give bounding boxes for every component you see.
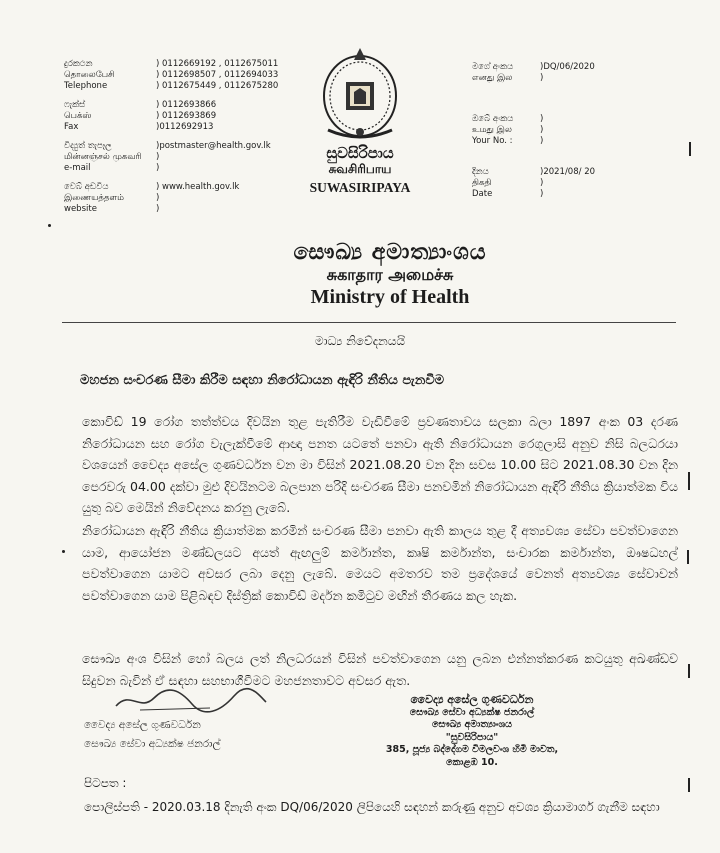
stamp-line: කොළඹ 10.	[446, 756, 498, 768]
emblem-text-tamil: சுவசிரிபாய	[328, 162, 392, 176]
ministry-sinhala: සෞඛ්‍ය අමාත්‍යාංශය	[293, 240, 487, 265]
stamp-line: 385, පූජ්‍ය බද්දේගම විමලවංශ හිමි මාවත,	[385, 744, 559, 755]
phone-label-en: Telephone	[64, 81, 108, 91]
paragraph: සෞඛ්‍ය අංශ විසින් හෝ බලය ලත් නිලධරයන් විසින් පවත්වාගෙන යනු ලබන එන්නත්කරණ කටයුතු අඛණ්ඩව සිදුවන බැවින් ඒ සඳහා සහභාගීවීමට මහජනතාවට අවසර ඇත.	[82, 651, 678, 688]
email-value: )	[156, 163, 160, 173]
copy-text: පොලිස්පති - 2020.03.18 දිනැති අංක DQ/06/2020 ලිපියෙහි සඳහන් කරුණු අනුව අවශ්‍ය ක්‍රියාමාර්ග ගැනීම සඳහා	[84, 800, 660, 814]
phone-label-si: දුරකථන	[64, 59, 93, 69]
document-type: මාධ්‍ය නිවේදනයයි	[314, 334, 406, 348]
ministry-title	[230, 240, 550, 309]
ministry-english: Ministry of Health	[310, 286, 470, 308]
paragraph: නිරෝධායන ඇඳිරි නීතිය ක්‍රියාත්මක කරමින් සංචරණ සීමා පනවා ඇති කාලය තුළ දී අත්‍යවශ්‍ය සේවා පවත්වාගෙන යාම, ආයෝජන මණ්ඩලයට අයත් ඇඟලුම් කර්මාන්ත, කෘෂි කර්මාන්ත, සංචාරක කර්මාන්ත, ඖෂධහල් පවත්වාගෙන යාමට අවසර ලබා දෙනු ලැබේ. මෙයට අමතරව තම ප්‍රදේශයේ වෙනත් අත්‍යවශ්‍ය සේවාවන් පවත්වාගෙන යාම පිළිබඳව දිස්ත්‍රික් කොවිඩ් මර්දන කමිටුව මඟින් තීරණය කල හැක.	[82, 523, 678, 603]
email-label-si: විද්‍යුත් තැපෑල	[64, 141, 112, 151]
your-no-value: )	[540, 125, 544, 135]
fax-row	[64, 100, 304, 133]
your-no-row	[472, 114, 672, 147]
stamp-line: සෞඛ්‍ය අමාත්‍යාංශය	[432, 719, 512, 730]
scan-mark	[48, 224, 51, 227]
email-label-en: e-mail	[64, 163, 91, 173]
phone-value: ) 0112698507 , 0112694033	[156, 70, 279, 80]
my-no-value: )	[540, 73, 544, 83]
header-divider	[62, 322, 676, 323]
your-no-value: )	[540, 114, 544, 124]
web-label-ta: இணையத்தளம்	[64, 193, 124, 203]
signature-mark-icon	[110, 686, 270, 714]
fax-value: ) 0112693869	[156, 111, 217, 121]
stamp-line: සෞඛ්‍ය සේවා අධ්‍යක්ෂ ජනරාල්	[409, 706, 535, 718]
my-no-label-ta: எனது இல	[472, 73, 513, 83]
email-value: )postmaster@health.gov.lk	[156, 141, 271, 151]
web-value: )	[156, 193, 160, 203]
fax-value: ) 0112693866	[156, 100, 217, 110]
email-value: )	[156, 152, 160, 162]
ministry-tamil: சுகாதார அமைச்சு	[326, 265, 454, 284]
web-label-si: වෙබ් අඩවිය	[64, 182, 109, 192]
web-value: )	[156, 204, 160, 214]
scan-mark	[688, 472, 690, 490]
phone-row	[64, 59, 304, 92]
your-no-label-ta: உமது இல	[472, 125, 512, 135]
fax-label-ta: பெக்ஸ்	[64, 111, 92, 121]
date-value: )	[540, 178, 544, 188]
phone-value: ) 0112669192 , 0112675011	[156, 59, 279, 69]
reference-block	[472, 62, 672, 200]
scan-mark	[688, 664, 690, 678]
copy-label: පිටපත :	[84, 776, 127, 790]
scan-mark	[688, 778, 690, 792]
emblem-text-sinhala: සුවසිරිපාය	[326, 144, 394, 162]
email-label-ta: மின்னஞ்சல் முகவரி	[64, 152, 142, 162]
date-label-ta: திகதி	[472, 178, 492, 188]
contact-block	[64, 59, 304, 215]
paragraph: කොවිඩ් 19 රෝග තත්ත්වය දිවයින තුළ පැතිරීම වැඩිවීමේ ප්‍රවණතාවය සලකා බලා 1897 අංක 03 දරණ නිරෝධායන සහ රෝග වැලැක්වීමේ ආඥා පනත යටතේ පනවා ඇති නිරෝධායන රෙගුලාසි අනුව නිසි බලධරයා වශයෙන් වෛද්‍ය අසේල ගුණවර්ධන වන මා විසින් 2021.08.20 වන දින සවස 10.00 සිට 2021.08.30 වන දින පෙරවරු 04.00 දක්වා මුළු දිවයිනටම බලපාන පරිදි සංචරණ සීමා පනවමින් නිරෝධායන ඇඳිරි නීතිය ක්‍රියාත්මක විය යුතු බව මෙයින් නිවේදනය කරනු ලැබේ.	[82, 414, 678, 515]
subject-heading: මහජන සංචරණ සීමා කිරීම සඳහා නිරෝධායන ඇඳිරි නීතිය පැනවීම	[80, 373, 445, 388]
web-row	[64, 182, 304, 215]
emblem	[318, 40, 402, 142]
official-stamp	[322, 694, 622, 769]
signatory-name: වෛද්‍ය අසේල ගුණවර්ධන	[84, 719, 201, 731]
date-value: )	[540, 189, 544, 199]
scan-mark	[687, 550, 689, 564]
signatory-title: සෞඛ්‍ය සේවා අධ්‍යක්ෂ ජනරාල්	[84, 738, 221, 750]
email-row	[64, 141, 304, 174]
signatory-block	[84, 716, 304, 754]
date-value: )2021/08/ 20	[540, 167, 596, 177]
date-label-si: දිනය	[472, 167, 489, 177]
my-no-value: )DQ/06/2020	[540, 62, 595, 72]
fax-label-si: ෆැක්ස්	[64, 100, 86, 110]
your-no-label-en: Your No. :	[472, 136, 513, 146]
stamp-line: "සුවසිරිපාය"	[445, 731, 499, 743]
fax-value: )0112692913	[156, 122, 214, 132]
web-label-en: website	[64, 204, 97, 214]
your-no-label-si: ඔබේ අංකය	[472, 114, 514, 124]
lion-emblem-icon	[318, 40, 402, 142]
scan-mark	[62, 550, 65, 553]
fax-label-en: Fax	[64, 122, 79, 132]
scan-mark	[689, 142, 691, 156]
phone-label-ta: தொலைபேசி	[64, 70, 115, 80]
emblem-text-english: SUWASIRIPAYA	[309, 180, 411, 195]
my-no-row	[472, 62, 672, 84]
emblem-text-block	[290, 144, 430, 196]
date-row	[472, 167, 672, 200]
web-value: ) www.health.gov.lk	[156, 182, 240, 192]
phone-value: ) 0112675449 , 0112675280	[156, 81, 279, 91]
stamp-name: වෛද්‍ය අසේල ගුණවර්ධන	[410, 693, 534, 706]
signature	[110, 686, 270, 714]
my-no-label-si: මගේ අංකය	[472, 62, 514, 72]
date-label-en: Date	[472, 189, 493, 199]
your-no-value: )	[540, 136, 544, 146]
